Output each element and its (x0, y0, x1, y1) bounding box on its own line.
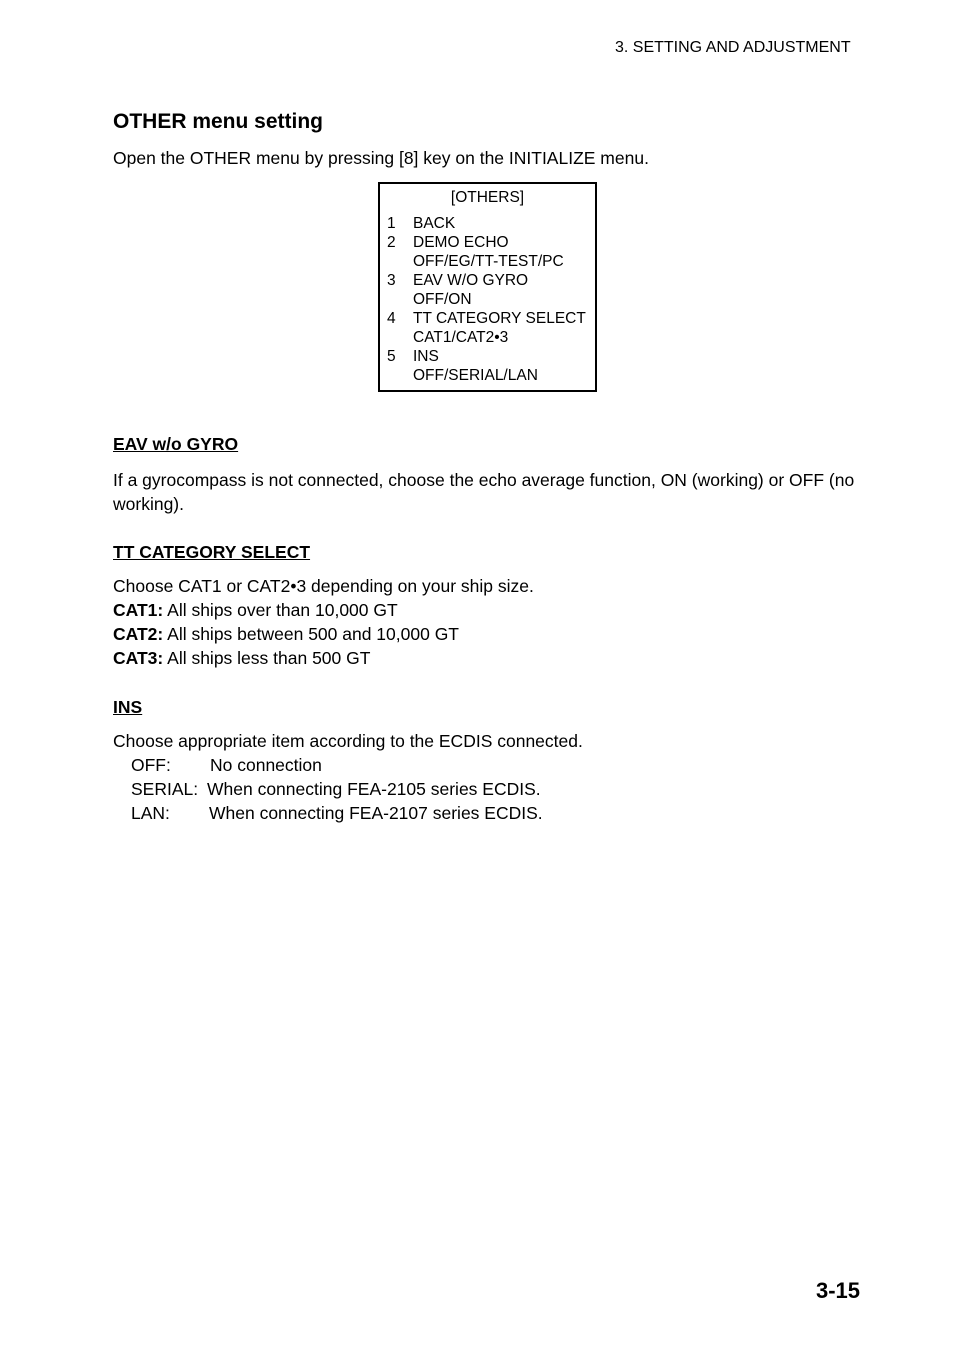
cat3-line (113, 648, 370, 669)
ins-option-key: LAN: (131, 803, 170, 823)
ins-option-desc: When connecting FEA-2107 series ECDIS. (209, 803, 543, 823)
cat-key: CAT1: (113, 600, 164, 620)
ins-text: Choose appropriate item according to the ECDIS connected. (113, 731, 583, 751)
ins-option-key: SERIAL: (131, 779, 199, 799)
cat-key: CAT2: (113, 624, 164, 644)
cat-desc: All ships over than 10,000 GT (167, 600, 398, 620)
ins-option-serial (131, 779, 541, 800)
page-number: 3-15 (816, 1278, 861, 1303)
menu-item-label: BACK (413, 215, 456, 232)
tt-heading: TT CATEGORY SELECT (113, 542, 311, 562)
menu-item-label: DEMO ECHO (413, 234, 509, 251)
menu-item-number: 1 (387, 215, 396, 232)
intro-text: Open the OTHER menu by pressing [8] key on the INITIALIZE menu. (113, 148, 649, 168)
ins-option-off (131, 755, 322, 776)
ins-option-lan (131, 803, 543, 824)
menu-item-label: TT CATEGORY SELECT (413, 310, 586, 327)
menu-item-number: 4 (387, 310, 396, 327)
menu-item-options-text: OFF/SERIAL/LAN (413, 367, 538, 384)
ins-option-desc: When connecting FEA-2105 series ECDIS. (207, 779, 541, 799)
cat-desc: All ships between 500 and 10,000 GT (167, 624, 460, 644)
menu-item-number: 5 (387, 348, 396, 365)
eav-text: If a gyrocompass is not connected, choose the echo average function, ON (working) or OFF (no working). (113, 470, 855, 514)
ins-heading: INS (113, 697, 143, 717)
cat1-line (113, 600, 398, 621)
cat-desc: All ships less than 500 GT (167, 648, 371, 668)
menu-item-options-text: OFF/EG/TT-TEST/PC (413, 253, 564, 270)
cat-key: CAT3: (113, 648, 164, 668)
menu-item-number: 3 (387, 272, 396, 289)
menu-item-label: INS (413, 348, 439, 365)
ins-option-key: OFF: (131, 755, 171, 775)
menu-item-number: 2 (387, 234, 396, 251)
ins-option-desc: No connection (210, 755, 322, 775)
others-menu-box (378, 182, 597, 392)
page-header: 3. SETTING AND ADJUSTMENT (615, 39, 851, 56)
menu-title: [OTHERS] (450, 189, 525, 206)
menu-item-options-text: CAT1/CAT2•3 (413, 329, 509, 346)
section-title: OTHER menu setting (113, 110, 324, 133)
menu-item-label: EAV W/O GYRO (413, 272, 529, 289)
tt-text: Choose CAT1 or CAT2•3 depending on your ship size. (113, 576, 534, 596)
cat2-line (113, 624, 459, 645)
eav-heading: EAV w/o GYRO (113, 434, 239, 454)
menu-item-options-text: OFF/ON (413, 291, 472, 308)
